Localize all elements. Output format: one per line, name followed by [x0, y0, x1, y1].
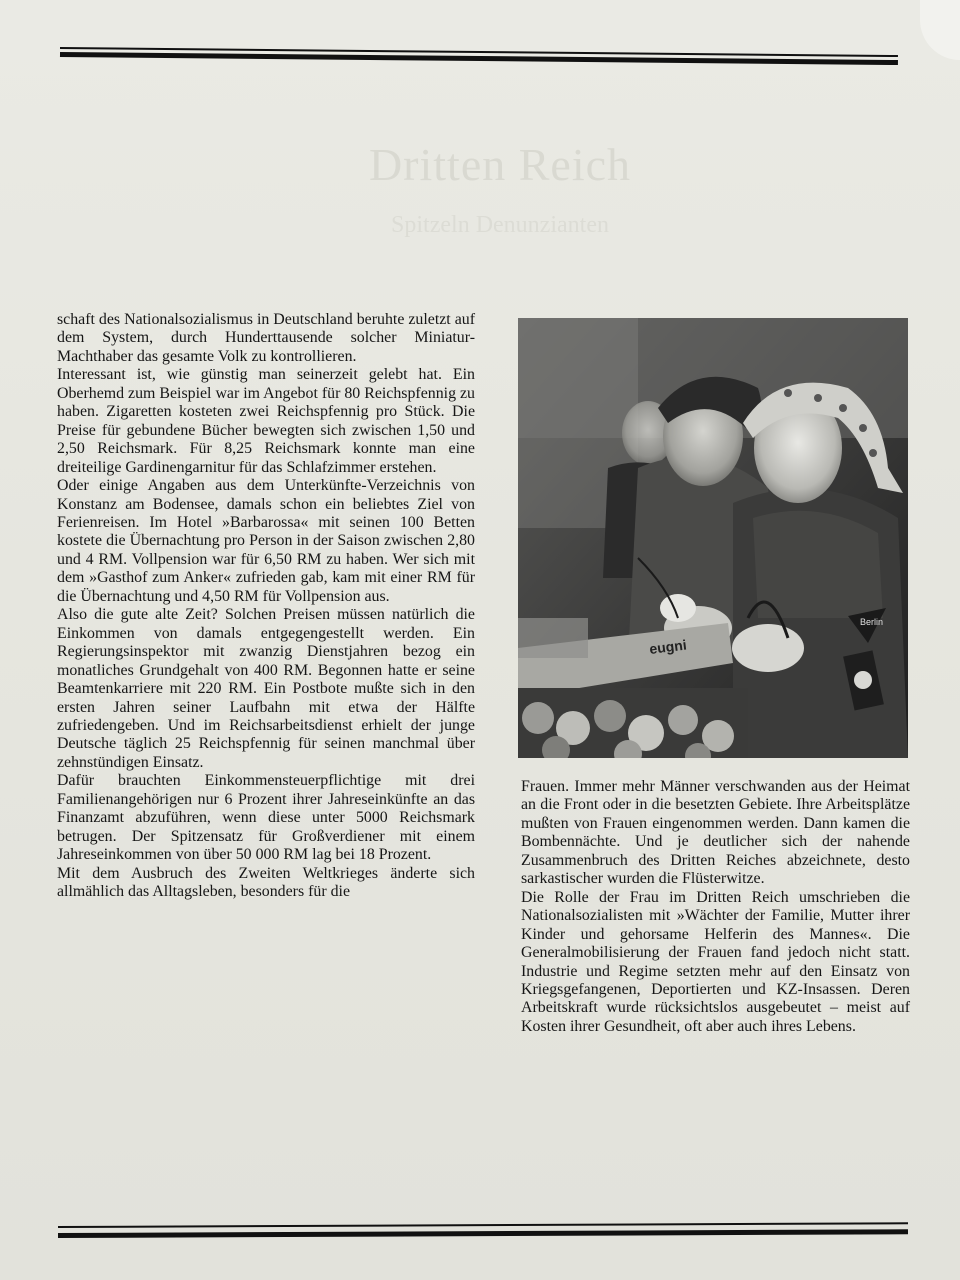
page-corner — [920, 0, 960, 60]
photo-illustration — [518, 318, 908, 758]
badge-text: Berlin — [860, 617, 884, 627]
faded-subheading: Spitzeln Denunzianten — [391, 212, 609, 238]
paragraph: Frauen. Immer mehr Männer verschwanden aus der Heimat an die Front oder in die besetzten Gebiete. Ihre Arbeitsplätze mußten von Frauen eingenommen werden. Dann kamen die Bombennächte. Und je deutlicher sich der nahende Zusammenbruch des Dritten Reiches abzeichnete, desto sarkastischer wurden die Flüsterwitze. — [521, 778, 910, 888]
paragraph: Interessant ist, wie günstig man seinerzeit gelebt hat. Ein Oberhemd zum Beispiel war im Angebot für 80 Reichspfennig zu haben. Zigaretten kosteten zwei Reichspfennig pro Stück. Die Preise für gebundene Bücher bewegten sich zwischen 1,50 und 2,50 Reichsmark. Für 8,25 Reichsmark konnte man eine dreiteilige Gardinengarnitur für das Schlafzimmer erstehen. — [57, 366, 475, 476]
bottom-rule-thin — [58, 1222, 908, 1228]
historical-photograph — [518, 318, 908, 758]
crate-text: eugni — [648, 636, 688, 657]
paragraph: Die Rolle der Frau im Dritten Reich umschrieben die Nationalsozialisten mit »Wächter der Familie, Mutter ihrer Kinder und gehorsame Helferin des Mannes«. Die Generalmobilisierung der Frauen fand jedoch nicht statt. Industrie und Regime setzten mehr auf den Einsatz von Kriegsgefangenen, Deportierten und KZ-Insassen. Deren Arbeitskraft wurde rücksichtslos ausgebeutet – meist auf Kosten ihrer Gesundheit, oft aber auch ihres Lebens. — [521, 888, 910, 1035]
bottom-rule-thick — [58, 1229, 908, 1238]
right-text-column — [521, 778, 910, 1036]
paragraph: Dafür brauchten Einkommensteuerpflichtige mit drei Familienangehörigen nur 6 Prozent ihrer Jahreseinkünfte an das Finanzamt abzuführen, wenn diese unter 5000 Reichsmark betrugen. Der Spitzensatz für Großverdiener mit einem Jahreseinkommen von über 50 000 RM lag bei 18 Prozent. — [57, 772, 475, 864]
paragraph: schaft des Nationalsozialismus in Deutschland beruhte zuletzt auf dem System, durch Hunderttausende solcher Miniatur-Machthaber das gesamte Volk zu kontrollieren. — [57, 311, 475, 365]
left-text-column — [57, 311, 475, 902]
paragraph: Also die gute alte Zeit? Solchen Preisen müssen natürlich die Einkommen von damals entgegengestellt werden. Ein Regierungsinspektor mit zwanzig Dienstjahren bezog ein monatliches Grundgehalt von 400 RM. Begonnen hatte er seine Beamtenkarriere mit 220 RM. Ein Postbote mußte sich in den ersten Jahren seiner Laufbahn mit etwa der Hälfte zufriedengeben. Und im Reichsarbeitsdienst erhielt der junge Deutsche täglich 25 Reichspfennig für seinen manchmal über zehnstündigen Einsatz. — [57, 606, 475, 771]
paragraph: Oder einige Angaben aus dem Unterkünfte-Verzeichnis von Konstanz am Bodensee, damals schon ein beliebtes Ziel von Ferienreisen. Im Hotel »Barbarossa« mit seinen 100 Betten kostete die Übernachtung pro Person in der Saison zwischen 2,80 und 4 RM. Vollpension war für 6,50 RM zu haben. Wer sich mit dem »Gasthof zum Anker« zufrieden gab, kam mit einer RM für die Übernachtung und 4,50 RM für Vollpension aus. — [57, 477, 475, 605]
paragraph: Mit dem Ausbruch des Zweiten Weltkrieges änderte sich allmählich das Alltagsleben, besonders für die — [57, 864, 475, 901]
faded-heading: Dritten Reich — [368, 139, 632, 190]
